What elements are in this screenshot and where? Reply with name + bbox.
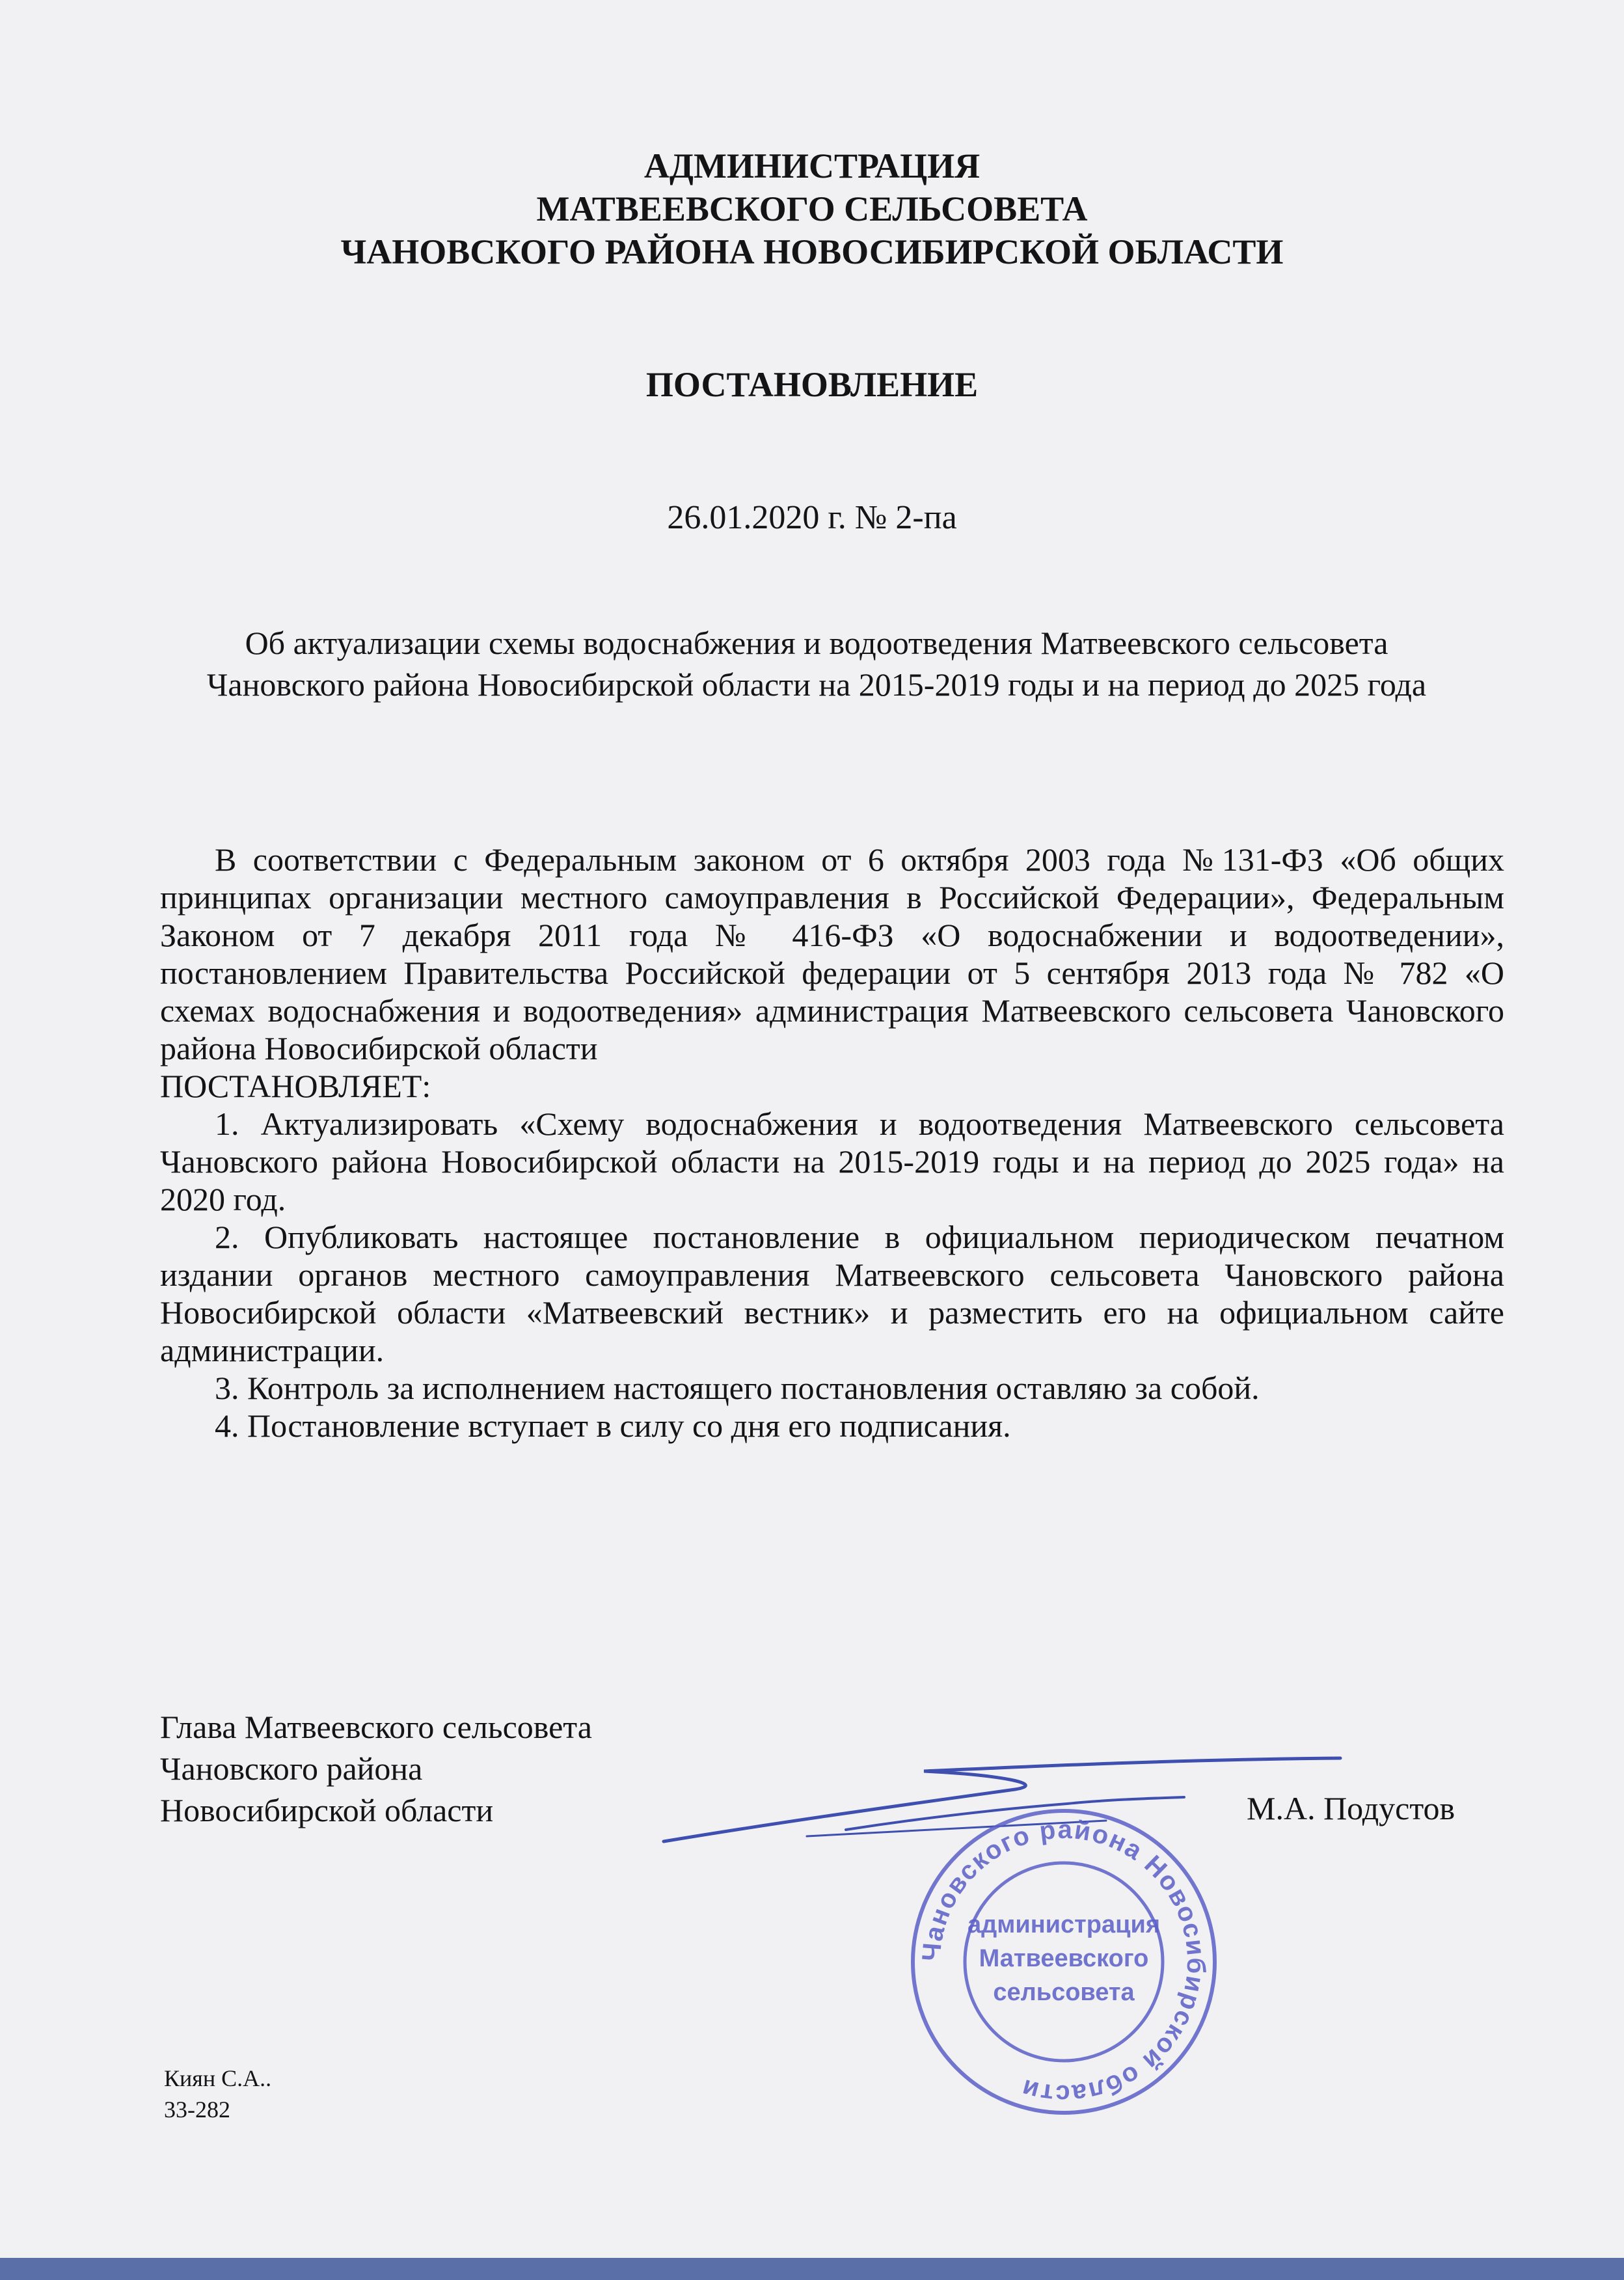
header-line-1: АДМИНИСТРАЦИЯ [643,146,981,185]
stamp-center-line-3: сельсовета [993,1979,1135,2006]
stamp-ring-text: Чановского района Новосибирской области [917,1815,1211,2109]
header-line-3: ЧАНОВСКОГО РАЙОНА НОВОСИБИРСКОЙ ОБЛАСТИ [340,232,1284,271]
document-subject: Об актуализации схемы водоснабжения и водоотведения Матвеевского сельсовета Чановского района Новосибирской области на 2015-2019 годы и на период до 2025 года [206,625,1427,703]
signatory-position [160,1706,592,1831]
scanner-edge-strip [0,2258,1624,2280]
position-line-2: Чановского района [160,1750,423,1787]
document-type: ПОСТАНОВЛЕНИЕ [645,365,979,404]
list-item: 4. Постановление вступает в силу со дня его подписания. [215,1407,1011,1444]
organization-header [0,144,1624,273]
resolve-heading: ПОСТАНОВЛЯЕТ: [160,1068,431,1104]
list-item: 1. Актуализировать «Схему водоснабжения и водоотведения Матвеевского сельсовета Чановского района Новосибирской области на 2015-2019 годы и на период до 2025 года» на 2020 год. [160,1106,1504,1217]
executor-name: Киян С.А.. [164,2065,272,2091]
document-date-number: 26.01.2020 г. № 2-па [667,499,957,536]
stamp-center-line-1: администрация [967,1911,1161,1938]
list-item: 3. Контроль за исполнением настоящего постановления оставляю за собой. [215,1370,1260,1406]
position-line-1: Глава Матвеевского сельсовета [160,1709,592,1745]
official-stamp [904,1802,1223,2121]
document-body [160,841,1504,1445]
executor-phone: 33-282 [164,2097,230,2123]
list-item: 2. Опубликовать настоящее постановление в официальном периодическом печатном издании органов местного самоуправления Матвеевского сельсовета Чановского района Новосибирской области «Матвеевский вестник» и разместить его на официальном сайте администрации. [160,1219,1504,1368]
preamble-paragraph: В соответствии с Федеральным законом от 6 октября 2003 года №131-ФЗ «Об общих принципах организации местного самоуправления в Российской Федерации», Федеральным Законом от 7 декабря 2011 года № 416-ФЗ «О водоснабжении и водоотведении», постановлением Правительства Российской федерации от 5 сентября 2013 года № 782 «О схемах водоснабжения и водоотведения» администрация Матвеевского сельсовета Чановского района Новосибирской области [160,841,1504,1066]
header-line-2: МАТВЕЕВСКОГО СЕЛЬСОВЕТА [536,189,1088,228]
stamp-center-line-2: Матвеевского [979,1945,1149,1972]
position-line-3: Новосибирской области [160,1792,494,1828]
executor-contact [164,2063,271,2125]
signatory-name: М.А. Подустов [1247,1790,1455,1826]
